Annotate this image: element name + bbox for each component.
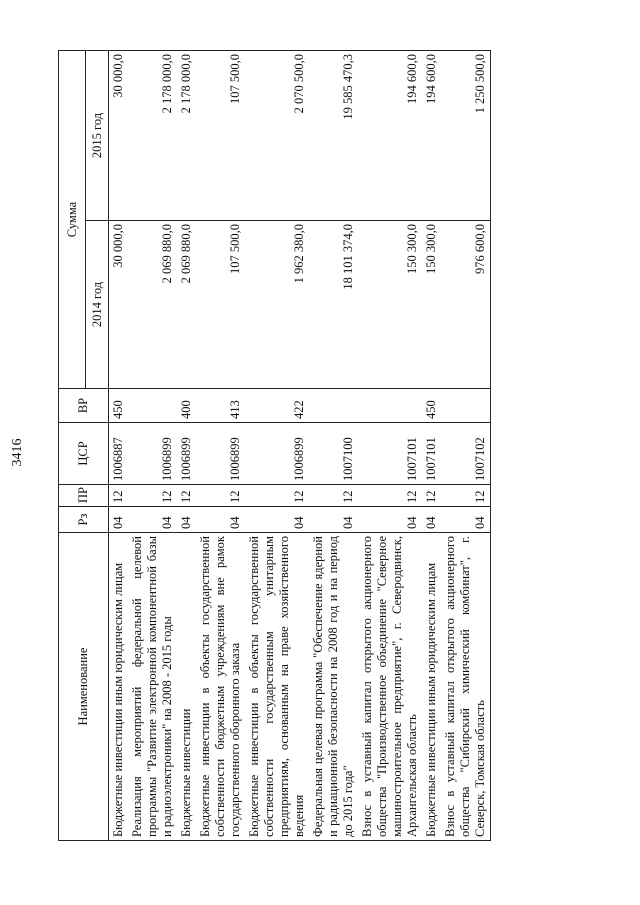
row-csr: 1007101 [422,423,441,485]
row-pr: 12 [177,485,196,507]
header-rz: Рз [59,507,109,533]
row-pr: 12 [196,485,245,507]
row-sum-2015: 2 070 500,0 [245,51,309,221]
row-csr: 1007101 [358,423,422,485]
row-sum-2014: 18 101 374,0 [309,221,358,389]
row-vr [441,389,491,423]
row-csr: 1006899 [196,423,245,485]
table-row [422,51,441,841]
table-row [309,51,358,841]
row-pr: 12 [422,485,441,507]
table-row [196,51,245,841]
row-csr: 1007100 [309,423,358,485]
row-csr: 1007102 [441,423,491,485]
row-sum-2015: 107 500,0 [196,51,245,221]
row-sum-2015: 1 250 500,0 [441,51,491,221]
row-rz: 04 [309,507,358,533]
row-sum-2014: 2 069 880,0 [128,221,177,389]
row-rz: 04 [441,507,491,533]
row-name: Бюджетные инвестиции в объекты государственной собственности государственным унитарным предприятиям, основанным на праве хозяйственного ведения [245,533,309,841]
row-sum-2015: 19 585 470,3 [309,51,358,221]
row-pr: 12 [128,485,177,507]
row-vr [128,389,177,423]
row-sum-2015: 2 178 000,0 [128,51,177,221]
table-row [109,51,129,841]
row-rz: 04 [196,507,245,533]
row-sum-2014: 107 500,0 [196,221,245,389]
table-row [441,51,491,841]
row-pr: 12 [109,485,129,507]
row-sum-2015: 194 600,0 [358,51,422,221]
row-pr: 12 [309,485,358,507]
row-pr: 12 [245,485,309,507]
row-name: Бюджетные инвестиции [177,533,196,841]
row-rz: 04 [109,507,129,533]
row-name: Бюджетные инвестиции иным юридическим лицам [109,533,129,841]
row-name: Бюджетные инвестиции иным юридическим лицам [422,533,441,841]
table-row [177,51,196,841]
row-rz: 04 [128,507,177,533]
row-vr: 422 [245,389,309,423]
row-sum-2014: 2 069 880,0 [177,221,196,389]
row-sum-2015: 30 000,0 [109,51,129,221]
row-sum-2014: 150 300,0 [358,221,422,389]
row-name: Бюджетные инвестиции в объекты государственной собственности бюджетным учреждениям вне рамок государственного оборонного заказа [196,533,245,841]
row-csr: 1006899 [245,423,309,485]
row-sum-2014: 150 300,0 [422,221,441,389]
row-pr: 12 [441,485,491,507]
row-vr: 413 [196,389,245,423]
header-name: Наименование [59,533,109,841]
row-csr: 1006899 [177,423,196,485]
header-year-2015: 2015 год [86,51,109,221]
header-pr: ПР [59,485,109,507]
row-vr: 400 [177,389,196,423]
header-vr: ВР [59,389,109,423]
row-rz: 04 [358,507,422,533]
row-csr: 1006887 [109,423,129,485]
table-row [245,51,309,841]
row-sum-2014: 1 962 380,0 [245,221,309,389]
page-number: 3416 [10,438,25,467]
table-row [358,51,422,841]
row-vr [358,389,422,423]
row-vr [309,389,358,423]
row-csr: 1006899 [128,423,177,485]
row-name: Взнос в уставный капитал открытого акционерного общества "Сибирский химический комбинат", г. Северск, Томская область [441,533,491,841]
row-sum-2015: 194 600,0 [422,51,441,221]
row-sum-2015: 2 178 000,0 [177,51,196,221]
row-vr: 450 [422,389,441,423]
row-sum-2014: 30 000,0 [109,221,129,389]
row-pr: 12 [358,485,422,507]
budget-table [58,50,491,841]
header-year-2014: 2014 год [86,221,109,389]
row-rz: 04 [245,507,309,533]
row-name: Взнос в уставный капитал открытого акционерного общества "Производственное объединение "Северное машиностроительное предприятие", г. Северодвинск, Архангельская область [358,533,422,841]
header-csr: ЦСР [59,423,109,485]
row-rz: 04 [177,507,196,533]
row-vr: 450 [109,389,129,423]
row-sum-2014: 976 600,0 [441,221,491,389]
table-row [128,51,177,841]
row-name: Реализация мероприятий федеральной целевой программы "Развитие электронной компонентной базы и радиоэлектроники" на 2008 - 2015 годы [128,533,177,841]
header-sum: Сумма [59,51,86,389]
row-rz: 04 [422,507,441,533]
row-name: Федеральная целевая программа "Обеспечение ядерной и радиационной безопасности на 2008 год и на период до 2015 года" [309,533,358,841]
